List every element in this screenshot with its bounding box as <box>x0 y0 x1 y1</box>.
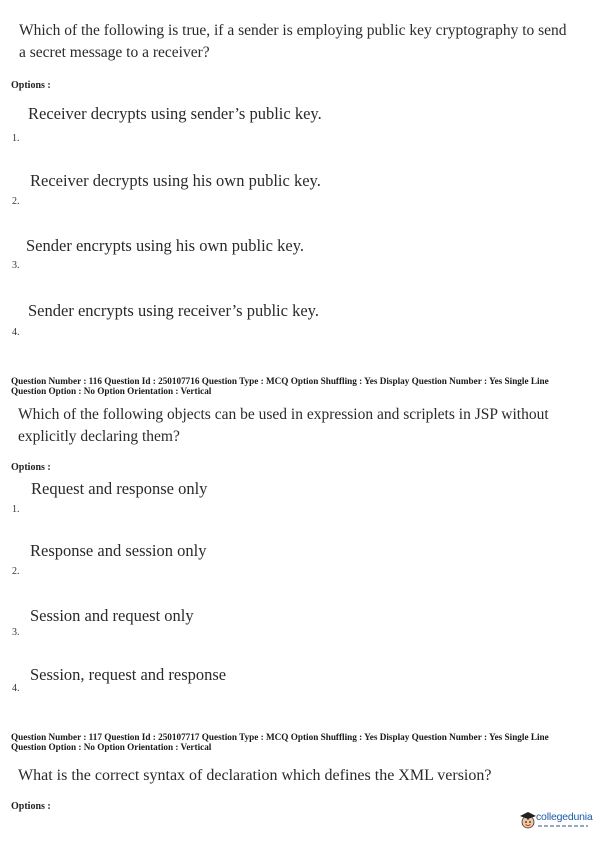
option-number: 2. <box>12 566 20 577</box>
question-meta: Question Number : 116 Question Id : 250107716 Question Type : MCQ Option Shuffling : Yes Display Question Number : Yes Single Line Question Option : No Option Orientation : Vertical <box>11 376 549 396</box>
logo-text: collegedunia <box>536 811 593 823</box>
question-text: What is the correct syntax of declaration which defines the XML version? <box>18 767 492 784</box>
option-number: 3. <box>12 260 20 271</box>
option-number: 1. <box>12 504 20 515</box>
option-number: 4. <box>12 327 20 338</box>
option-text: Sender encrypts using his own public key. <box>26 236 305 255</box>
logo-tagline <box>538 825 588 827</box>
option-number: 2. <box>12 196 20 207</box>
question-meta: Question Number : 117 Question Id : 250107717 Question Type : MCQ Option Shuffling : Yes Display Question Number : Yes Single Line Question Option : No Option Orientation : Vertical <box>11 732 549 752</box>
option-text: Sender encrypts using receiver’s public key. <box>28 301 319 320</box>
option-text: Receiver decrypts using his own public key. <box>30 171 321 190</box>
question-text: Which of the following is true, if a sender is employing public key cryptography to send a secret message to a receiver? <box>19 22 567 61</box>
option-text: Response and session only <box>30 541 207 560</box>
options-label: Options : <box>11 80 51 91</box>
question-text: Which of the following objects can be used in expression and scriplets in JSP without explicitly declaring them? <box>18 406 549 445</box>
collegedunia-logo <box>518 808 592 838</box>
option-number: 3. <box>12 627 20 638</box>
option-text: Request and response only <box>31 479 208 498</box>
option-number: 4. <box>12 683 20 694</box>
graduate-mascot-icon <box>518 810 538 830</box>
options-label: Options : <box>11 801 51 812</box>
options-label: Options : <box>11 462 51 473</box>
option-text: Session, request and response <box>30 665 227 684</box>
option-text: Receiver decrypts using sender’s public key. <box>28 104 322 123</box>
option-text: Session and request only <box>30 606 194 625</box>
option-number: 1. <box>12 133 20 144</box>
